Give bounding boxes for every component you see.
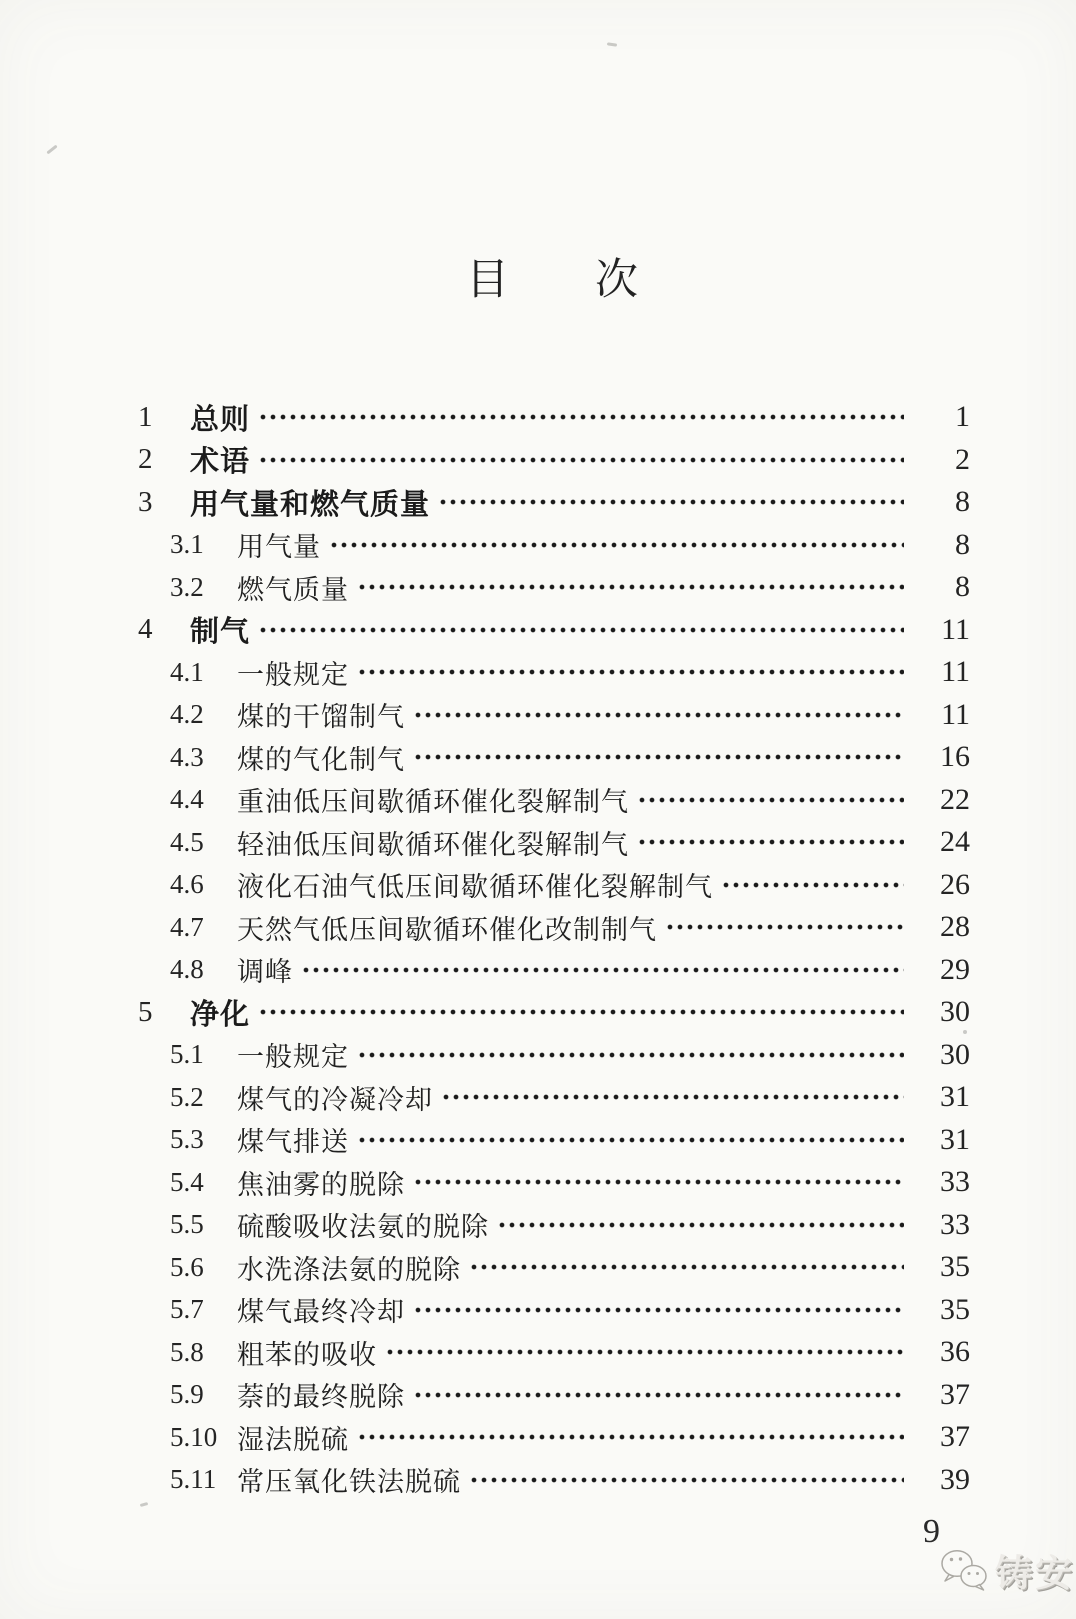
toc-entry-page: 30 (940, 1037, 970, 1071)
toc-entry-label: 煤气排送 (237, 1127, 349, 1158)
toc-entry-page: 22 (940, 782, 970, 816)
toc-entry-label: 术语 (190, 446, 251, 479)
dot-leader (258, 609, 904, 652)
toc-entry-label: 湿法脱硫 (237, 1424, 349, 1455)
toc-row (0, 524, 1076, 567)
dot-leader (357, 1119, 904, 1162)
toc-entry-page: 26 (940, 867, 970, 901)
toc-entry-number: 4.1 (170, 656, 204, 687)
page-title-char: 目 (466, 257, 509, 304)
dot-leader (357, 1034, 904, 1077)
toc-entry-number: 2 (138, 443, 153, 476)
toc-entry-label: 制气 (190, 616, 251, 649)
toc-row (0, 1331, 1076, 1374)
dot-leader (385, 1331, 904, 1374)
dot-leader (301, 949, 904, 992)
page-title (14, 251, 1076, 311)
wechat-icon (938, 1547, 990, 1593)
toc-entry-label: 用气量和燃气质量 (190, 488, 431, 521)
toc-row (0, 949, 1076, 992)
dot-leader (357, 566, 904, 609)
toc-entry-page: 31 (940, 1122, 970, 1156)
toc-entry-number: 5.5 (170, 1209, 204, 1240)
toc-entry-label: 焦油雾的脱除 (237, 1169, 405, 1200)
scan-speck (46, 145, 57, 155)
toc-entry-page: 37 (940, 1377, 970, 1411)
toc-entry-page: 8 (955, 485, 970, 519)
toc-row (0, 1374, 1076, 1417)
dot-leader (637, 779, 904, 822)
toc-entry-number: 5.11 (170, 1464, 217, 1495)
toc-row (0, 821, 1076, 864)
toc-row (0, 1204, 1076, 1247)
watermark-text: 铸安 (995, 1553, 1075, 1594)
toc-row (0, 1119, 1076, 1162)
toc-row (0, 991, 1076, 1034)
toc-entry-page: 16 (940, 740, 970, 774)
toc-entry-page: 33 (940, 1207, 970, 1241)
toc-entry-number: 5.3 (170, 1124, 204, 1155)
toc-entry-label: 一般规定 (237, 659, 349, 690)
toc-entry-page: 35 (940, 1250, 970, 1284)
toc-entry-number: 3 (138, 485, 153, 518)
toc-entry-label: 总则 (190, 403, 251, 436)
toc-list (0, 396, 1076, 1501)
toc-entry-label: 萘的最终脱除 (237, 1382, 405, 1413)
toc-entry-page: 33 (940, 1165, 970, 1199)
toc-entry-page: 36 (940, 1335, 970, 1369)
toc-row (0, 481, 1076, 524)
toc-entry-number: 4.8 (170, 954, 204, 985)
toc-entry-page: 35 (940, 1292, 970, 1326)
toc-entry-number: 4.3 (170, 741, 204, 772)
dot-leader (258, 396, 904, 439)
toc-entry-label: 常压氧化铁法脱硫 (237, 1467, 461, 1498)
toc-entry-label: 水洗涤法氨的脱除 (237, 1254, 461, 1285)
toc-entry-page: 29 (940, 952, 970, 986)
toc-row (0, 779, 1076, 822)
toc-entry-label: 燃气质量 (237, 574, 349, 605)
toc-entry-label: 煤气最终冷却 (237, 1297, 405, 1328)
dot-leader (441, 1076, 904, 1119)
toc-entry-number: 4.2 (170, 699, 204, 730)
toc-row (0, 1459, 1076, 1502)
toc-entry-page: 11 (941, 655, 970, 689)
toc-entry-label: 一般规定 (237, 1042, 349, 1073)
toc-row (0, 396, 1076, 439)
toc-entry-number: 5 (138, 995, 153, 1028)
toc-entry-number: 3.1 (170, 529, 204, 560)
toc-entry-number: 4.4 (170, 784, 204, 815)
toc-entry-number: 5.8 (170, 1336, 204, 1367)
dot-leader (329, 524, 904, 567)
dot-leader (497, 1204, 904, 1247)
toc-entry-page: 1 (955, 400, 970, 434)
toc-row (0, 566, 1076, 609)
dot-leader (258, 439, 904, 482)
toc-row (0, 1289, 1076, 1332)
scan-speck (607, 42, 617, 46)
dot-leader (469, 1246, 904, 1289)
toc-row (0, 609, 1076, 652)
toc-row (0, 439, 1076, 482)
toc-entry-page: 11 (941, 612, 970, 646)
toc-row (0, 651, 1076, 694)
toc-row (0, 1034, 1076, 1077)
toc-entry-page: 37 (940, 1420, 970, 1454)
dot-leader (413, 694, 904, 737)
dot-leader (258, 991, 904, 1034)
toc-entry-number: 5.2 (170, 1081, 204, 1112)
toc-entry-number: 5.6 (170, 1251, 204, 1282)
page-number: 9 (923, 1513, 940, 1550)
dot-leader (413, 1289, 904, 1332)
toc-row (0, 1161, 1076, 1204)
toc-entry-label: 煤气的冷凝冷却 (237, 1084, 433, 1115)
toc-entry-label: 液化石油气低压间歇循环催化裂解制气 (237, 872, 713, 903)
dot-leader (413, 736, 904, 779)
toc-entry-label: 粗苯的吸收 (237, 1339, 377, 1370)
toc-row (0, 1416, 1076, 1459)
toc-entry-label: 轻油低压间歇循环催化裂解制气 (237, 829, 629, 860)
toc-entry-page: 8 (955, 570, 970, 604)
toc-entry-number: 5.10 (170, 1421, 218, 1452)
toc-entry-number: 1 (138, 400, 153, 433)
toc-row (0, 736, 1076, 779)
toc-entry-label: 煤的干馏制气 (237, 702, 405, 733)
dot-leader (357, 1416, 904, 1459)
toc-row (0, 906, 1076, 949)
toc-entry-label: 煤的气化制气 (237, 744, 405, 775)
toc-entry-number: 5.9 (170, 1379, 204, 1410)
toc-entry-number: 5.1 (170, 1039, 204, 1070)
toc-entry-page: 24 (940, 825, 970, 859)
dot-leader (357, 651, 904, 694)
dot-leader (413, 1161, 904, 1204)
toc-entry-page: 31 (940, 1080, 970, 1114)
watermark (938, 1543, 1075, 1597)
dot-leader (721, 864, 904, 907)
toc-entry-label: 净化 (190, 998, 251, 1031)
dot-leader (469, 1459, 904, 1502)
toc-entry-number: 4.5 (170, 826, 204, 857)
toc-entry-label: 用气量 (237, 532, 321, 563)
toc-entry-label: 重油低压间歇循环催化裂解制气 (237, 787, 629, 818)
toc-entry-label: 天然气低压间歇循环催化改制制气 (237, 914, 657, 945)
toc-row (0, 694, 1076, 737)
toc-entry-page: 30 (940, 995, 970, 1029)
dot-leader (665, 906, 904, 949)
page-title-char: 次 (595, 257, 638, 304)
toc-entry-page: 11 (941, 697, 970, 731)
dot-leader (413, 1374, 904, 1417)
toc-entry-number: 3.2 (170, 571, 204, 602)
dot-leader (637, 821, 904, 864)
toc-entry-label: 硫酸吸收法氨的脱除 (237, 1212, 489, 1243)
toc-entry-number: 4.6 (170, 869, 204, 900)
toc-entry-number: 5.4 (170, 1166, 204, 1197)
toc-entry-label: 调峰 (237, 957, 293, 988)
toc-entry-number: 5.7 (170, 1294, 204, 1325)
toc-entry-page: 39 (940, 1462, 970, 1496)
dot-leader (438, 481, 904, 524)
toc-row (0, 864, 1076, 907)
scan-speck (140, 1502, 149, 1507)
toc-entry-number: 4 (138, 613, 153, 646)
toc-entry-number: 4.7 (170, 911, 204, 942)
toc-row (0, 1246, 1076, 1289)
toc-entry-page: 28 (940, 910, 970, 944)
toc-entry-page: 8 (955, 527, 970, 561)
toc-row (0, 1076, 1076, 1119)
toc-entry-page: 2 (955, 442, 970, 476)
